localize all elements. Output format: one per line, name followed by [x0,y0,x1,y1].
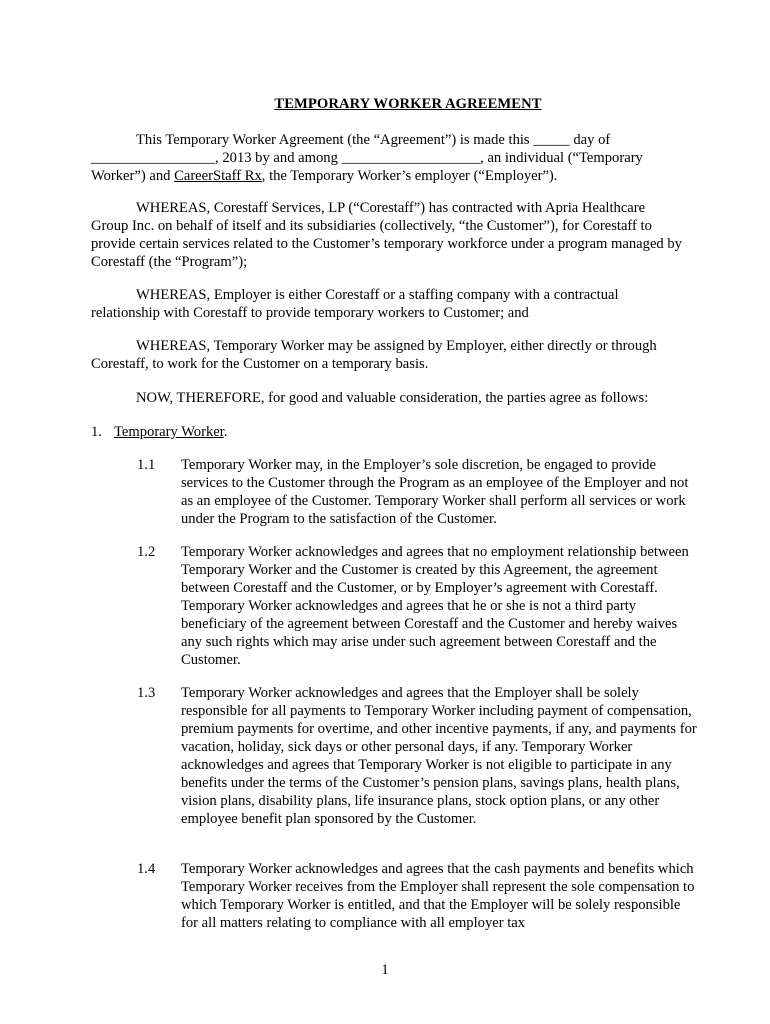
subsection-text: Temporary Worker may, in the Employer’s sole discretion, be engaged to provide services to the Customer through the Program as an employee of the Employer and not as an employee of the Customer. Temporary Worker shall perform all services or work under the Program to the satisfaction of the Customer. [181,457,689,527]
whereas-text: WHEREAS, Temporary Worker may be assigned by Employer, either directly or through Corestaff, to work for the Customer on a temporary basis. [91,338,657,372]
subsection-1-2 [137,543,697,669]
subsection-number: 1.2 [137,544,156,560]
employer-name: CareerStaff Rx [174,168,262,184]
section-number: 1. [91,424,102,440]
subsection-1-3 [137,684,697,828]
whereas-paragraph-2 [91,286,686,322]
section-period: . [223,424,228,440]
document-title: TEMPORARY WORKER AGREEMENT [274,96,542,112]
whereas-paragraph-3 [91,337,686,373]
subsection-1-4 [137,860,697,932]
subsection-number: 1.3 [137,685,156,701]
intro-text-start: This Temporary Worker Agreement (the “Agreement”) is made this _____ day of _________________, 2013 by and among ___________________, an individual (“Temporary Worker”) and [91,132,643,184]
subsection-1-1 [137,456,697,528]
whereas-text: WHEREAS, Employer is either Corestaff or a staffing company with a contractual relationship with Corestaff to provide temporary workers to Customer; and [91,287,619,321]
now-therefore-paragraph [91,389,686,407]
section-title: Temporary Worker [114,424,224,440]
subsection-text: Temporary Worker acknowledges and agrees that the cash payments and benefits which Temporary Worker receives from the Employer shall represent the sole compensation to which Temporary Worker is entitled, and that the Employer will be solely responsible for all matters relating to compliance with all employer tax [181,861,695,931]
whereas-text: WHEREAS, Corestaff Services, LP (“Corestaff”) has contracted with Apria Healthcare Group Inc. on behalf of itself and its subsidiaries (collectively, “the Customer”), for Corestaff to provide certain services related to the Customer’s temporary workforce under a program managed by Corestaff (the “Program”); [91,200,682,270]
section-heading [91,423,227,441]
page-number: 1 [381,962,389,978]
subsection-text: Temporary Worker acknowledges and agrees that the Employer shall be solely responsible for all payments to Temporary Worker including payment of compensation, premium payments for overtime, and other incentive payments, if any, and payments for vacation, holiday, sick days or other personal days, if any. Temporary Worker acknowledges and agrees that Temporary Worker is not eligible to participate in any benefits under the terms of the Customer’s pension plans, savings plans, health plans, vision plans, disability plans, life insurance plans, stock option plans, or any other employee benefit plan sponsored by the Customer. [181,685,697,827]
whereas-paragraph-1 [91,199,686,271]
subsection-text: Temporary Worker acknowledges and agrees that no employment relationship between Temporary Worker and the Customer is created by this Agreement, the agreement between Corestaff and the Customer, or by Employer’s agreement with Corestaff. Temporary Worker acknowledges and agrees that he or she is not a third party beneficiary of the agreement between Corestaff and the Customer and hereby waives any such rights which may arise under such agreement between Corestaff and the Customer. [181,544,689,668]
intro-text-end: , the Temporary Worker’s employer (“Employer”). [261,168,558,184]
subsection-number: 1.4 [137,861,156,877]
now-therefore-text: NOW, THEREFORE, for good and valuable consideration, the parties agree as follows: [136,390,649,406]
intro-paragraph [91,131,686,185]
subsection-number: 1.1 [137,457,156,473]
